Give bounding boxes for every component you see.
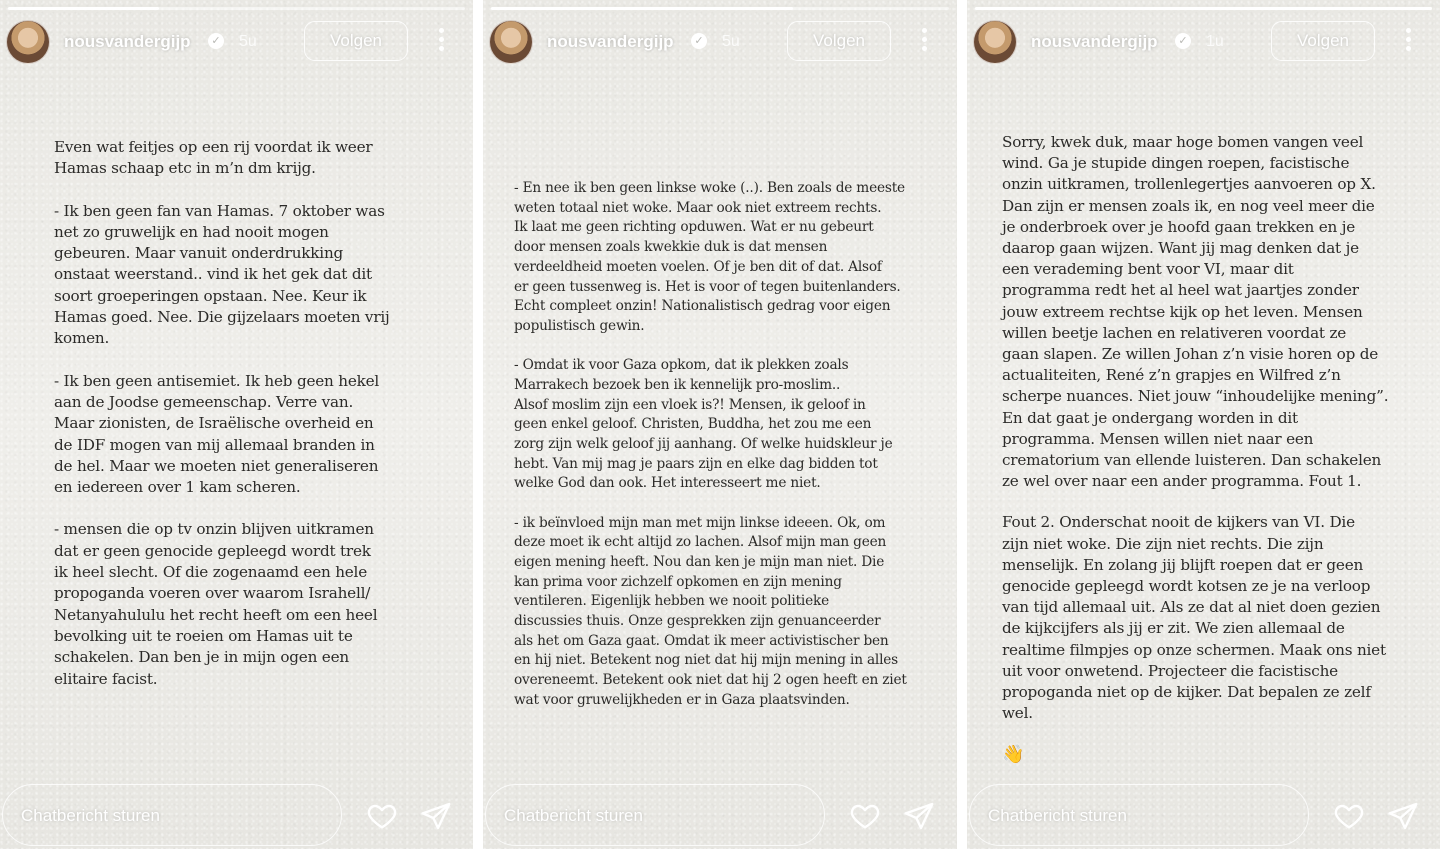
username[interactable]: nousvandergijp	[64, 32, 191, 51]
username[interactable]: nousvandergijp	[547, 32, 674, 51]
progress-fill	[491, 7, 793, 10]
more-icon[interactable]	[921, 28, 927, 54]
more-icon[interactable]	[438, 28, 444, 54]
paragraph: - mensen die op tv onzin blijven uitkramen dat er geen genocide gepleegd wordt trek ik heel slecht. Of die zogenaamd een hele propoganda voeren over waarom Israhell/ Netanyahululu het recht heeft om een heel bevolking uit te roeien om Hamas uit te schakelen. Dan ben je in mijn ogen een elitaire facist.	[54, 520, 378, 688]
story-progress-bar	[8, 7, 465, 10]
paragraph: Fout 2. Onderschat nooit de kijkers van VI. Die zijn niet woke. Die zijn niet rechts. Die zijn menselijk. En zolang jij blijft roepen dat er geen genocide gepleegd wordt kotsen ze je na verloop van tijd allemaal uit. Als ze dat al niet doen gezien de kijkcijfers als jij er zit. We zien allemaal de realtime filmpjes op onze schermen. Maak ons niet uit voor onwetend. Projecteer die facistische propoganda niet op de kijker. Dat bepalen ze zelf wel.	[1002, 513, 1386, 723]
story-panel-3[interactable]	[967, 0, 1440, 849]
story-progress-bar	[975, 7, 1432, 10]
progress-fill	[8, 7, 159, 10]
reply-placeholder: Chatbericht sturen	[988, 806, 1127, 825]
verified-badge-icon: ✓	[208, 33, 224, 49]
reply-placeholder: Chatbericht sturen	[21, 806, 160, 825]
paragraph: - Ik ben geen fan van Hamas. 7 oktober was net zo gruwelijk en had nooit mogen gebeuren. Maar vanuit onderdrukking onstaat weerstand.. vind ik het gek dat dit soort groeperingen opstaan. Nee. Keur ik Hamas goed. Nee. Die gijzelaars moeten vrij komen.	[54, 201, 390, 348]
reply-input[interactable]	[2, 784, 342, 846]
story-panel-1[interactable]	[0, 0, 473, 849]
heart-icon[interactable]	[1332, 800, 1366, 832]
send-icon[interactable]	[903, 800, 935, 832]
post-time: 1u	[1206, 33, 1224, 50]
send-icon[interactable]	[1387, 800, 1419, 832]
reply-input[interactable]	[969, 784, 1309, 846]
paragraph: - Omdat ik voor Gaza opkom, dat ik plekken zoals Marrakech bezoek ben ik kennelijk pro-moslim.. Alsof moslim zijn een vloek is?! Mensen, ik geloof in geen enkel geloof. Christen, Buddha, het zou me een zorg zijn welk geloof jij aanhang. Of welke huidskleur je hebt. Van mij mag je paars zijn en elke dag bidden tot welke God dan ook. Het interesseert me niet.	[514, 357, 893, 492]
post-time: 5u	[722, 33, 740, 50]
waving-hand-icon: 👋	[1002, 744, 1025, 766]
reply-input[interactable]	[485, 784, 825, 846]
paragraph: - En nee ik ben geen linkse woke (..). Ben zoals de meeste weten totaal niet woke. Maar ook niet extreem rechts. Ik laat me geen richting opduwen. Wat er nu gebeurt door mensen zoals kwekkie duk is dat mensen verdeeldheid moeten voelen. Of je ben dit of dat. Alsof er geen tussenweg is. Het is voor of tegen buitenlanders. Echt compleet onzin! Nationalistisch gedrag voor eigen populistisch gewin.	[514, 180, 905, 334]
paragraph: Sorry, kwek duk, maar hoge bomen vangen veel wind. Ga je stupide dingen roepen, facistische onzin uitkramen, trollenlegertjes aanvoeren op X. Dan zijn er mensen zoals ik, en nog veel meer die je onderbroek over je hoofd gaan trekken en je daarop gaan wijzen. Want jij mag denken dat je een verademing bent voor VI, maar dit programma redt het al heel wat jaartjes zonder jouw extreem rechtse kijk op het leven. Mensen willen beetje lachen en relativeren voordat ze gaan slapen. Ze willen Johan z’n visie horen op de actualiteiten, René z’n grapjes en Wilfred z’n scherpe nuances. Niet jouw “inhoudelijke mening”. En dat gaat je ondergang worden in dit programma. Mensen willen niet naar een crematorium van ellende luisteren. Dan schakelen ze wel over naar een ander programma. Fout 1.	[1002, 133, 1389, 491]
paragraph: - Ik ben geen antisemiet. Ik heb geen hekel aan de Joodse gemeenschap. Verre van. Maar zionisten, de Israëlische overheid en de IDF mogen van mij allemaal branden in de hel. Maar we moeten niet generaliseren en iedereen over 1 kam scheren.	[54, 371, 380, 497]
avatar[interactable]	[973, 20, 1017, 64]
story-header	[483, 18, 957, 68]
avatar[interactable]	[489, 20, 533, 64]
heart-icon[interactable]	[848, 800, 882, 832]
story-header	[967, 18, 1440, 68]
progress-fill	[975, 7, 1432, 10]
verified-badge-icon: ✓	[691, 33, 707, 49]
follow-button[interactable]: Volgen	[304, 21, 408, 61]
avatar[interactable]	[6, 20, 50, 64]
verified-badge-icon: ✓	[1175, 33, 1191, 49]
follow-button[interactable]: Volgen	[1271, 21, 1375, 61]
story-header	[0, 18, 473, 68]
story-panel-2[interactable]	[483, 0, 957, 849]
reply-placeholder: Chatbericht sturen	[504, 806, 643, 825]
paragraph: - ik beïnvloed mijn man met mijn linkse ideeen. Ok, om deze moet ik echt altijd zo lachen. Alsof mijn man geen eigen mening heeft. Nou dan ken je mijn man niet. Die kan prima voor zichzelf opkomen en zijn mening ventileren. Eigenlijk hebben we nooit politieke discussies thuis. Onze gesprekken zijn genuanceerder als het om Gaza gaat. Omdat ik meer activistischer ben en hij niet. Betekent nog niet dat hij mijn mening in alles overeneemt. Betekent ook niet dat hij 2 ogen heeft en ziet wat voor gruwelijkheden er in Gaza plaatsvinden.	[514, 514, 907, 708]
story-text	[1002, 132, 1412, 786]
heart-icon[interactable]	[365, 800, 399, 832]
send-icon[interactable]	[420, 800, 452, 832]
paragraph: Even wat feitjes op een rij voordat ik weer Hamas schaap etc in m’n dm krijg.	[54, 138, 373, 178]
follow-button[interactable]: Volgen	[787, 21, 891, 61]
story-text	[54, 137, 419, 711]
username[interactable]: nousvandergijp	[1031, 32, 1158, 51]
story-progress-bar	[491, 7, 949, 10]
post-time: 5u	[239, 33, 257, 50]
story-text	[514, 179, 934, 730]
more-icon[interactable]	[1405, 28, 1411, 54]
